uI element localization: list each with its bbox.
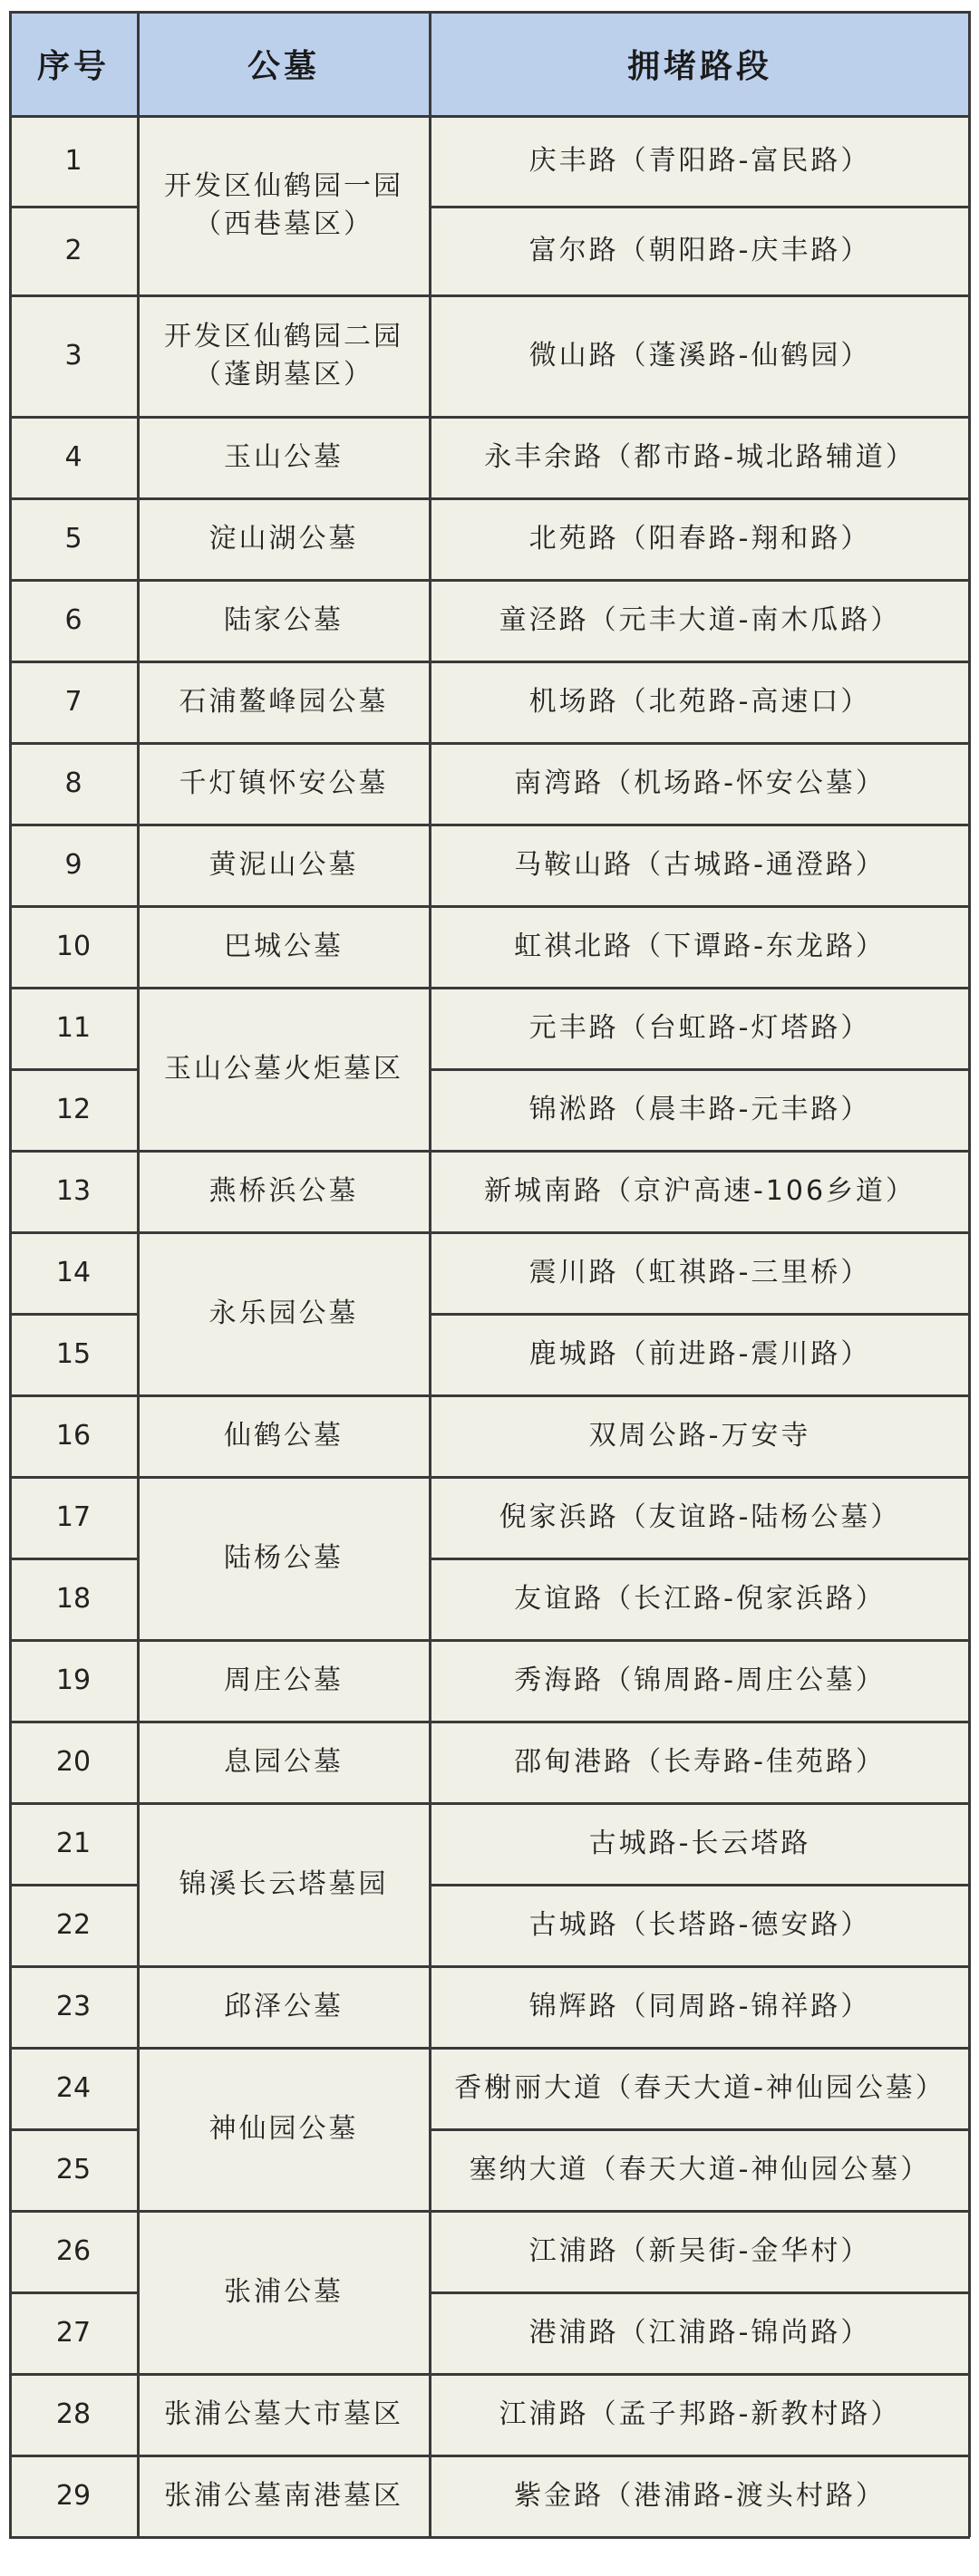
congested-road: 江浦路（新吴街-金华村） [430, 2211, 970, 2292]
row-number: 14 [9, 1232, 138, 1314]
congested-road: 锦辉路（同周路-锦祥路） [430, 1966, 970, 2048]
grid-line [430, 1313, 970, 1316]
grid-line [9, 2455, 970, 2457]
grid-line [430, 1884, 970, 1886]
congested-road: 江浦路（孟子邦路-新教村路） [430, 2374, 970, 2455]
congested-road: 庆丰路（青阳路-富民路） [430, 116, 970, 207]
row-number: 17 [9, 1477, 138, 1558]
congested-road: 古城路-长云塔路 [430, 1803, 970, 1885]
grid-line [9, 2210, 970, 2213]
grid-line [9, 661, 970, 663]
grid-line [9, 294, 970, 297]
congested-road: 邵甸港路（长寿路-佳苑路） [430, 1722, 970, 1803]
grid-line [430, 206, 970, 208]
grid-line [9, 416, 970, 419]
grid-line [9, 905, 970, 908]
row-number: 28 [9, 2374, 138, 2455]
row-number: 4 [9, 417, 138, 498]
row-number: 13 [9, 1151, 138, 1232]
grid-line [9, 1150, 970, 1153]
grid-line [9, 742, 970, 745]
congested-road: 虹祺北路（下谭路-东龙路） [430, 906, 970, 988]
header-no: 序号 [9, 11, 138, 116]
cemetery-name: 千灯镇怀安公墓 [138, 743, 430, 825]
grid-line [430, 1068, 970, 1071]
row-number: 23 [9, 1966, 138, 2048]
row-number: 27 [9, 2292, 138, 2374]
row-number: 10 [9, 906, 138, 988]
row-number: 21 [9, 1803, 138, 1885]
congested-road: 北苑路（阳春路-翔和路） [430, 498, 970, 580]
grid-line [430, 2128, 970, 2131]
grid-line [9, 2128, 138, 2131]
cemetery-name: 永乐园公墓 [138, 1232, 430, 1395]
cemetery-name: 淀山湖公墓 [138, 498, 430, 580]
row-number: 12 [9, 1069, 138, 1151]
grid-line [9, 115, 970, 118]
row-number: 29 [9, 2455, 138, 2537]
cemetery-name: 黄泥山公墓 [138, 825, 430, 906]
congested-road: 紫金路（港浦路-渡头村路） [430, 2455, 970, 2537]
grid-line [9, 2291, 138, 2294]
congested-road: 倪家浜路（友谊路-陆杨公墓） [430, 1477, 970, 1558]
cemetery-name: 周庄公墓 [138, 1640, 430, 1722]
congested-road: 新城南路（京沪高速-106乡道） [430, 1151, 970, 1232]
grid-line [9, 1068, 138, 1071]
congested-road: 锦淞路（晨丰路-元丰路） [430, 1069, 970, 1151]
cemetery-name: 张浦公墓 [138, 2211, 430, 2374]
row-number: 15 [9, 1314, 138, 1395]
grid-line [9, 11, 12, 2537]
grid-line [9, 1231, 970, 1234]
row-number: 18 [9, 1558, 138, 1640]
cemetery-name: 开发区仙鹤园二园 （蓬朗墓区） [138, 295, 430, 417]
congested-road: 马鞍山路（古城路-通澄路） [430, 825, 970, 906]
grid-line [9, 1394, 970, 1397]
congested-road: 鹿城路（前进路-震川路） [430, 1314, 970, 1395]
grid-line [9, 2047, 970, 2050]
cemetery-name: 石浦鳌峰园公墓 [138, 661, 430, 743]
row-number: 22 [9, 1885, 138, 1966]
congested-road: 机场路（北苑路-高速口） [430, 661, 970, 743]
congested-road: 元丰路（台虹路-灯塔路） [430, 988, 970, 1069]
grid-line [9, 1965, 970, 1968]
grid-line [9, 1476, 970, 1479]
grid-line [9, 579, 970, 582]
grid-line [9, 987, 970, 989]
row-number: 9 [9, 825, 138, 906]
grid-line [9, 497, 970, 500]
cemetery-name: 张浦公墓大市墓区 [138, 2374, 430, 2455]
congested-road: 古城路（长塔路-德安路） [430, 1885, 970, 1966]
congested-road: 永丰余路（都市路-城北路辅道） [430, 417, 970, 498]
grid-line [9, 1558, 138, 1560]
cemetery-name: 陆家公墓 [138, 580, 430, 661]
congested-road: 童泾路（元丰大道-南木瓜路） [430, 580, 970, 661]
cemetery-name: 燕桥浜公墓 [138, 1151, 430, 1232]
congested-road: 震川路（虹祺路-三里桥） [430, 1232, 970, 1314]
cemetery-name: 玉山公墓 [138, 417, 430, 498]
row-number: 8 [9, 743, 138, 825]
cemetery-name: 神仙园公墓 [138, 2048, 430, 2211]
grid-line [9, 1802, 970, 1805]
row-number: 2 [9, 207, 138, 295]
row-number: 1 [9, 116, 138, 207]
grid-line [430, 2291, 970, 2294]
grid-line [9, 1639, 970, 1642]
cemetery-name: 邱泽公墓 [138, 1966, 430, 2048]
congested-road: 秀海路（锦周路-周庄公墓） [430, 1640, 970, 1722]
grid-line [9, 2373, 970, 2376]
cemetery-name: 巴城公墓 [138, 906, 430, 988]
congested-road: 塞纳大道（春天大道-神仙园公墓） [430, 2129, 970, 2211]
header-cemetery: 公墓 [138, 11, 430, 116]
cemetery-name: 张浦公墓南港墓区 [138, 2455, 430, 2537]
congested-road: 双周公路-万安寺 [430, 1395, 970, 1477]
grid-line [9, 206, 138, 208]
row-number: 24 [9, 2048, 138, 2129]
cemetery-name: 开发区仙鹤园一园 （西巷墓区） [138, 116, 430, 295]
cemetery-name: 陆杨公墓 [138, 1477, 430, 1640]
row-number: 19 [9, 1640, 138, 1722]
row-number: 3 [9, 295, 138, 417]
congested-road: 香榭丽大道（春天大道-神仙园公墓） [430, 2048, 970, 2129]
row-number: 11 [9, 988, 138, 1069]
row-number: 6 [9, 580, 138, 661]
congested-road: 港浦路（江浦路-锦尚路） [430, 2292, 970, 2374]
row-number: 25 [9, 2129, 138, 2211]
grid-line [9, 1721, 970, 1723]
row-number: 26 [9, 2211, 138, 2292]
cemetery-name: 锦溪长云塔墓园 [138, 1803, 430, 1966]
grid-line [9, 11, 970, 14]
congested-road: 南湾路（机场路-怀安公墓） [430, 743, 970, 825]
row-number: 5 [9, 498, 138, 580]
grid-line [429, 11, 431, 2537]
header-road: 拥堵路段 [430, 11, 970, 116]
grid-line [9, 1313, 138, 1316]
cemetery-name: 息园公墓 [138, 1722, 430, 1803]
grid-line [137, 11, 140, 2537]
road-table [9, 11, 970, 2537]
grid-line [9, 824, 970, 826]
row-number: 16 [9, 1395, 138, 1477]
grid-line [9, 1884, 138, 1886]
row-number: 7 [9, 661, 138, 743]
grid-line [430, 1558, 970, 1560]
row-number: 20 [9, 1722, 138, 1803]
grid-line [9, 2536, 970, 2539]
congested-road: 微山路（蓬溪路-仙鹤园） [430, 295, 970, 417]
congested-road: 友谊路（长江路-倪家浜路） [430, 1558, 970, 1640]
grid-line [968, 11, 971, 2537]
congested-road: 富尔路（朝阳路-庆丰路） [430, 207, 970, 295]
cemetery-name: 仙鹤公墓 [138, 1395, 430, 1477]
cemetery-name: 玉山公墓火炬墓区 [138, 988, 430, 1151]
